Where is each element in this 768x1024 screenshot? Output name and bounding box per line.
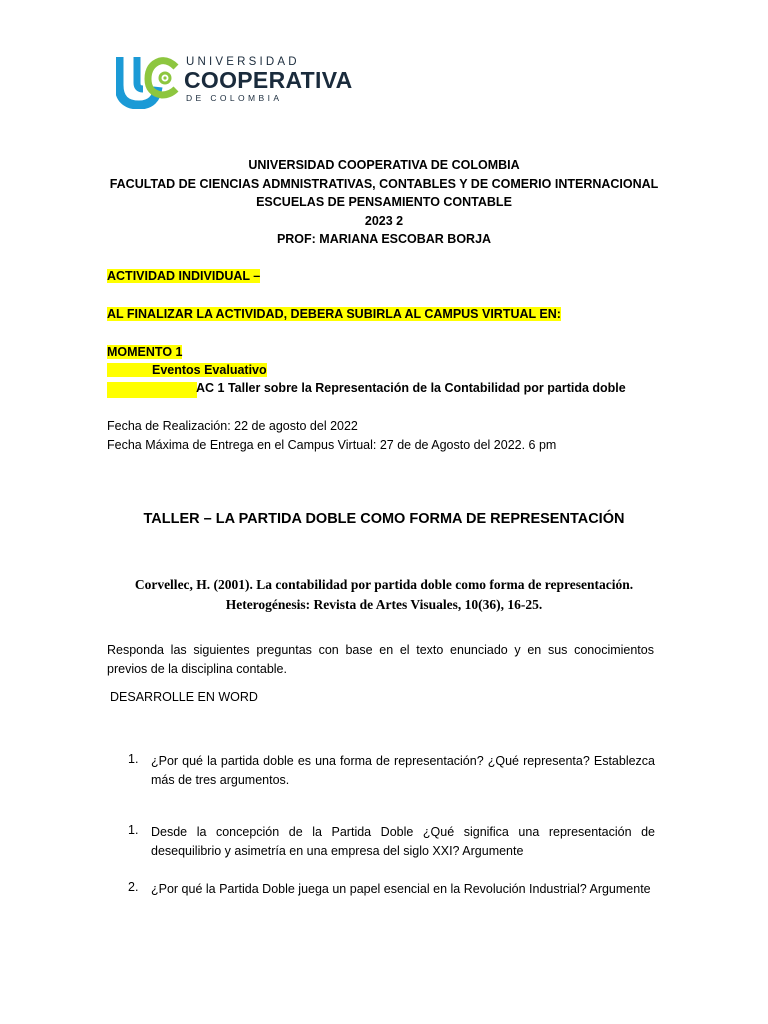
citation-line-1: Corvellec, H. (2001). La contabilidad por partida doble como forma de representación. xyxy=(134,577,634,592)
header-period: 2023 2 xyxy=(364,213,404,228)
question-number: 2. xyxy=(128,880,139,894)
header-university: UNIVERSIDAD COOPERATIVA DE COLOMBIA xyxy=(248,158,520,172)
desarrolle-word: DESARROLLE EN WORD xyxy=(110,690,258,704)
taller-title: TALLER – LA PARTIDA DOBLE COMO FORMA DE REPRESENTACIÓN xyxy=(143,511,625,527)
question-number: 1. xyxy=(128,823,139,837)
header-school: ESCUELAS DE PENSAMIENTO CONTABLE xyxy=(256,195,512,209)
highlight-indent xyxy=(107,382,197,398)
instructions-text: Responda las siguientes preguntas con base en el texto enunciado y en sus conocimientos previos de la disciplina contable. xyxy=(107,643,654,676)
header-faculty: FACULTAD DE CIENCIAS ADMNISTRATIVAS, CONTABLES Y DE COMERIO INTERNACIONAL xyxy=(109,176,659,191)
question-text: ¿Por qué la Partida Doble juega un papel esencial en la Revolución Industrial? Argumente xyxy=(151,882,651,896)
uc-logo-icon xyxy=(116,53,182,109)
citation xyxy=(0,575,768,615)
logo-text-universidad: UNIVERSIDAD xyxy=(186,56,300,68)
university-logo xyxy=(116,53,353,109)
fecha-realizacion: Fecha de Realización: 22 de agosto del 2022 xyxy=(107,419,358,433)
eventos-label: Eventos Evaluativo xyxy=(107,363,267,377)
activity-individual-label: ACTIVIDAD INDIVIDUAL – xyxy=(107,269,261,283)
question-number: 1. xyxy=(128,752,139,766)
ac1-label: AC 1 Taller sobre la Representación de la Contabilidad por partida doble xyxy=(196,381,626,395)
fecha-entrega: Fecha Máxima de Entrega en el Campus Virtual: 27 de de Agosto del 2022. 6 pm xyxy=(107,438,557,452)
citation-line-2: Heterogénesis: Revista de Artes Visuales, 10(36), 16-25. xyxy=(225,597,543,612)
logo-text-cooperativa: COOPERATIVA xyxy=(184,67,353,93)
header-professor: PROF: MARIANA ESCOBAR BORJA xyxy=(276,232,492,246)
question-text: ¿Por qué la partida doble es una forma de representación? ¿Qué representa? Establezca más de tres argumentos. xyxy=(151,754,655,787)
question-text: Desde la concepción de la Partida Doble ¿Qué significa una representación de desequilibrio y asimetría en una empresa del siglo XXI? Argumente xyxy=(151,825,655,858)
document-header xyxy=(0,156,768,249)
logo-text-de-colombia: DE COLOMBIA xyxy=(186,93,283,103)
activity-upload-label: AL FINALIZAR LA ACTIVIDAD, DEBERA SUBIRLA AL CAMPUS VIRTUAL EN: xyxy=(107,307,561,321)
momento-label: MOMENTO 1 xyxy=(107,345,183,359)
